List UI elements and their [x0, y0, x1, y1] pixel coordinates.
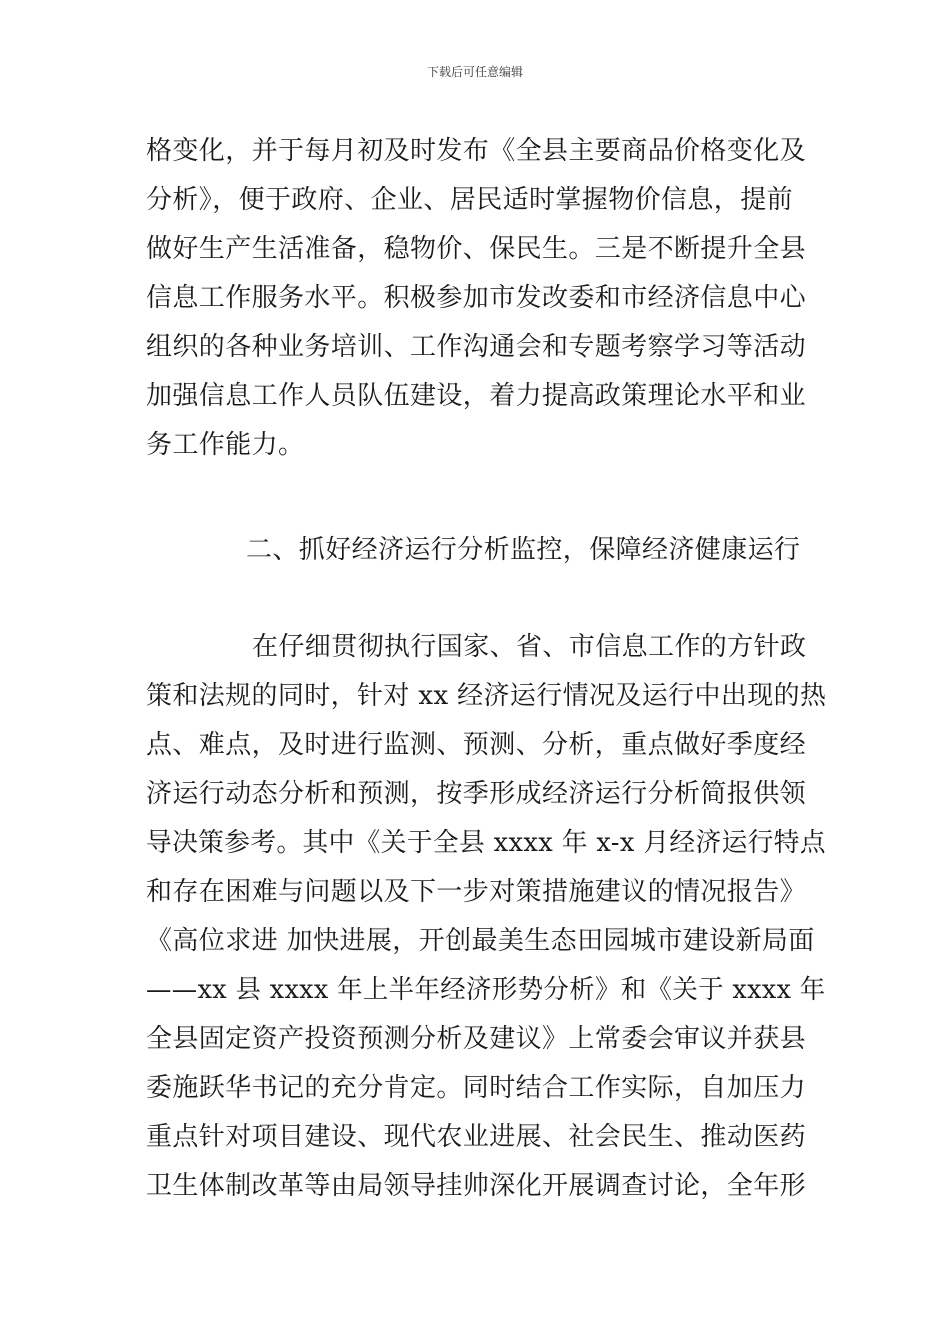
paragraph-line: 和存在困难与问题以及下一步对策措施建议的情况报告》	[146, 877, 807, 907]
section-heading: 二、抓好经济运行分析监控，保障经济健康运行	[246, 535, 801, 565]
paragraph-line: 卫生体制改革等由局领导挂帅深化开展调查讨论，全年形	[146, 1171, 807, 1201]
paragraph-line: 务工作能力。	[146, 430, 305, 460]
paragraph-line: 济运行动态分析和预测，按季形成经济运行分析简报供领	[146, 779, 807, 809]
paragraph-line: 信息工作服务水平。积极参加市发改委和市经济信息中心	[146, 283, 807, 313]
paragraph-line: 重点针对项目建设、现代农业进展、社会民生、推动医药	[146, 1122, 807, 1152]
paragraph-line: 在仔细贯彻执行国家、省、市信息工作的方针政	[252, 632, 807, 662]
paragraph-line: 全县固定资产投资预测分析及建议》上常委会审议并获县	[146, 1024, 807, 1054]
page-header-note: 下载后可任意编辑	[426, 65, 523, 79]
paragraph-line: 点、难点，及时进行监测、预测、分析，重点做好季度经	[146, 730, 807, 760]
paragraph-line: 策和法规的同时，针对 xx 经济运行情况及运行中出现的热	[146, 681, 827, 711]
paragraph-line: 加强信息工作人员队伍建设，着力提高政策理论水平和业	[146, 381, 807, 411]
paragraph-line: 做好生产生活准备，稳物价、保民生。三是不断提升全县	[146, 234, 807, 264]
paragraph-line: 格变化，并于每月初及时发布《全县主要商品价格变化及	[146, 136, 807, 166]
paragraph-line: 导决策参考。其中《关于全县 xxxx 年 x-x 月经济运行特点	[146, 828, 826, 858]
paragraph-line: 委施跃华书记的充分肯定。同时结合工作实际，自加压力	[146, 1073, 807, 1103]
paragraph-line: 分析》，便于政府、企业、居民适时掌握物价信息，提前	[146, 185, 794, 215]
paragraph-line: 组织的各种业务培训、工作沟通会和专题考察学习等活动	[146, 332, 807, 362]
paragraph-line: ——xx 县 xxxx 年上半年经济形势分析》和《关于 xxxx 年	[146, 975, 826, 1005]
paragraph-line: 《高位求进 加快进展，开创最美生态田园城市建设新局面	[146, 926, 815, 956]
